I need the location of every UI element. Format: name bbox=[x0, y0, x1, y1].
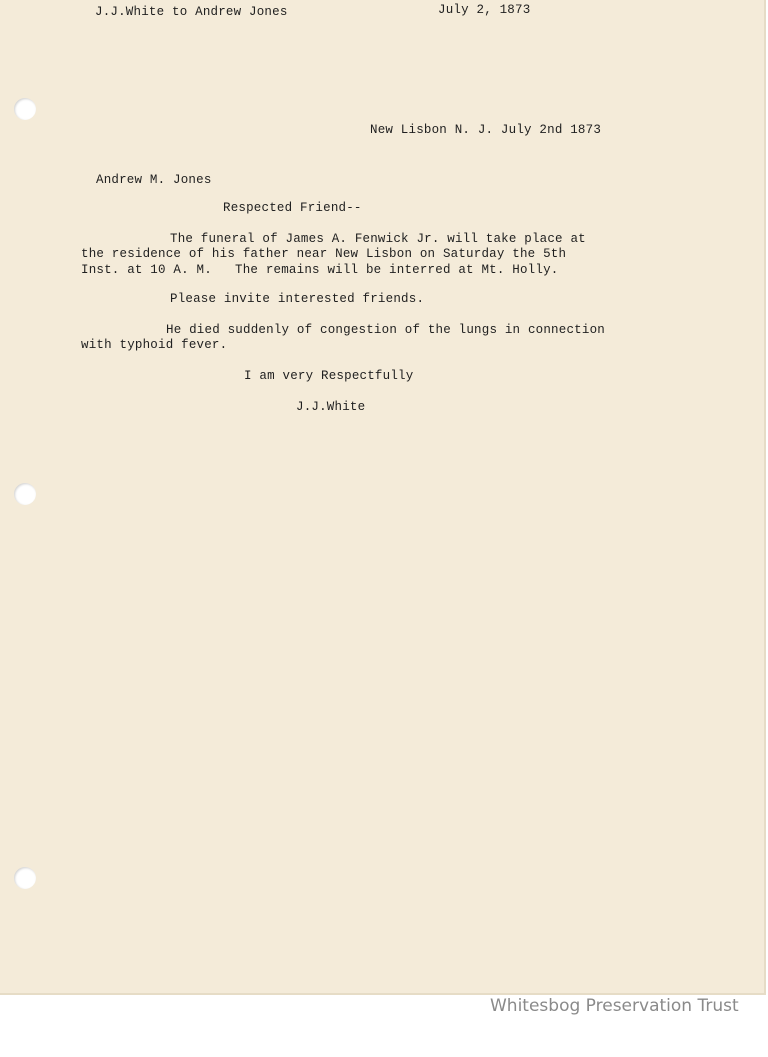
letter-place-date: New Lisbon N. J. July 2nd 1873 bbox=[370, 123, 602, 137]
letter-closing: I am very Respectfully bbox=[244, 369, 414, 383]
punch-hole bbox=[14, 483, 36, 505]
letter-salutation: Respected Friend-- bbox=[223, 201, 362, 215]
paragraph-1-line-3: Inst. at 10 A. M. The remains will be interred at Mt. Holly. bbox=[81, 263, 559, 277]
paragraph-1-line-1: The funeral of James A. Fenwick Jr. will take place at bbox=[170, 232, 586, 246]
watermark: Whitesbog Preservation Trust bbox=[490, 996, 739, 1016]
letter-recipient: Andrew M. Jones bbox=[96, 173, 212, 187]
header-date: July 2, 1873 bbox=[438, 3, 531, 17]
paragraph-1-line-2: the residence of his father near New Lisbon on Saturday the 5th bbox=[81, 247, 567, 261]
letter-signature: J.J.White bbox=[296, 400, 366, 414]
punch-hole bbox=[14, 867, 36, 889]
header-sender-recipient: J.J.White to Andrew Jones bbox=[95, 5, 288, 19]
paragraph-2: Please invite interested friends. bbox=[170, 292, 425, 306]
punch-hole bbox=[14, 98, 36, 120]
paragraph-3-line-2: with typhoid fever. bbox=[81, 338, 228, 352]
paragraph-3-line-1: He died suddenly of congestion of the lungs in connection bbox=[166, 323, 605, 337]
